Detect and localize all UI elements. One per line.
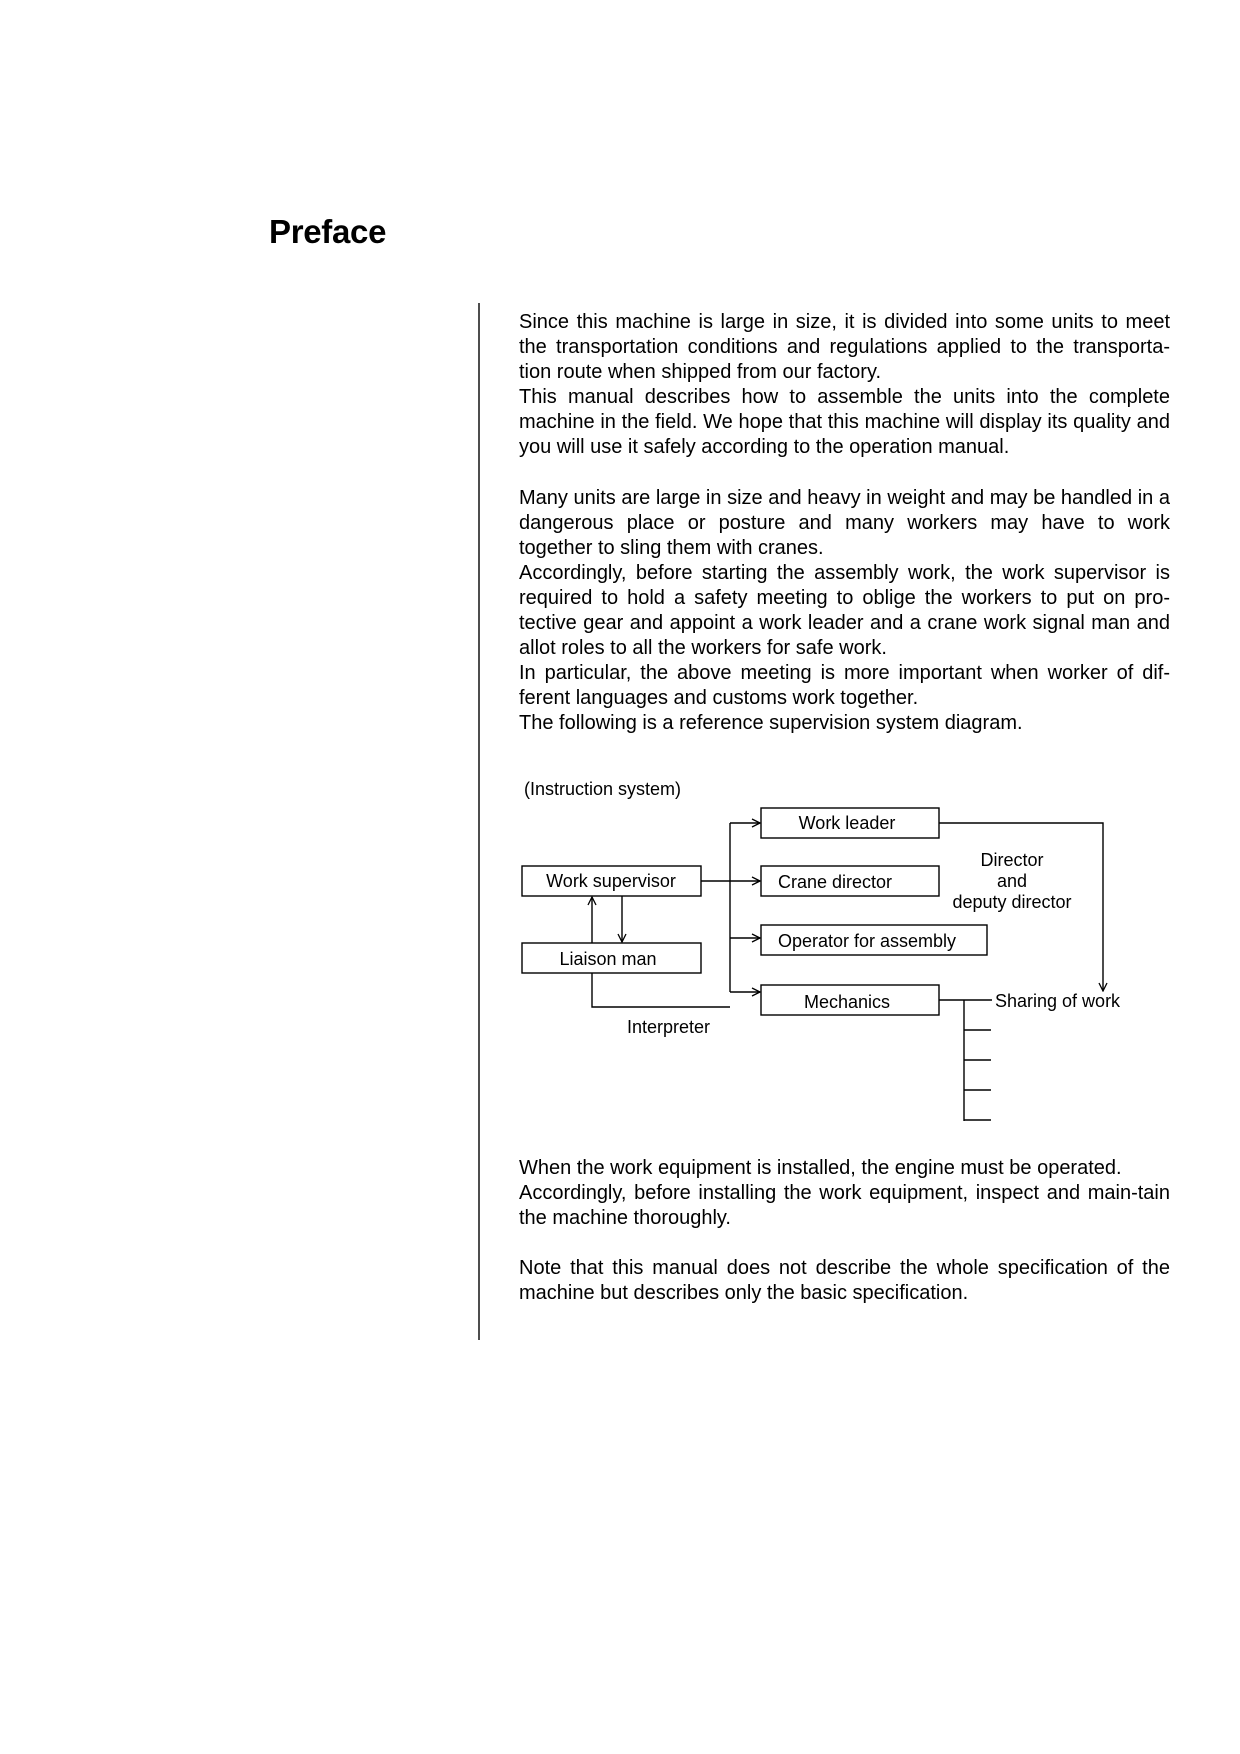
director-label-line3: deputy director: [952, 892, 1072, 912]
paragraph: Since this machine is large in size, it is divided into some units to meet the transportation conditions and regulations applied to the transporta-tion route when shipped from our factory.: [519, 311, 1170, 384]
interpreter-label: Interpreter: [627, 1017, 711, 1037]
paragraph: When the work equipment is installed, the engine must be operated.: [519, 1157, 1122, 1179]
page-title: Preface: [269, 213, 387, 250]
director-label-line2: and: [996, 871, 1028, 891]
closing-text: [519, 1156, 1170, 1306]
paragraph: Accordingly, before installing the work equipment, inspect and main-tain the machine thoroughly.: [519, 1182, 1170, 1230]
paragraph-gap: [519, 1231, 1170, 1256]
paragraph: In particular, the above meeting is more important when worker of dif-ferent languages and customs work together.: [519, 662, 1170, 710]
paragraph: Many units are large in size and heavy in weight and may be handled in a dangerous place or posture and many workers may have to work together to sling them with cranes.: [519, 486, 1170, 559]
paragraph: Note that this manual does not describe the whole specification of the machine but describes only the basic specification.: [519, 1257, 1170, 1305]
work-leader-label: Work leader: [798, 813, 896, 833]
sharing-of-work-label: Sharing of work: [995, 991, 1121, 1011]
crane-director-label: Crane director: [777, 872, 893, 892]
director-label-line1: Director: [980, 850, 1044, 870]
paragraph: This manual describes how to assemble the units into the complete machine in the field. We hope that this machine will display its quality and you will use it safely according to the operation manual.: [519, 386, 1170, 459]
operator-for-assembly-label: Operator for assembly: [777, 931, 957, 951]
work-supervisor-label: Work supervisor: [546, 871, 676, 891]
mechanics-label: Mechanics: [803, 992, 891, 1012]
diagram-caption: (Instruction system): [524, 779, 682, 799]
paragraph: Accordingly, before starting the assembly work, the work supervisor is required to hold a safety meeting to oblige the workers to put on pro-tective gear and appoint a work leader and a crane work signal man and allot roles to all the workers for safe work.: [519, 561, 1170, 660]
interpreter-line: [592, 973, 730, 1007]
liaison-man-label: Liaison man: [559, 949, 657, 969]
paragraph: The following is a reference supervision system diagram.: [519, 712, 1023, 735]
